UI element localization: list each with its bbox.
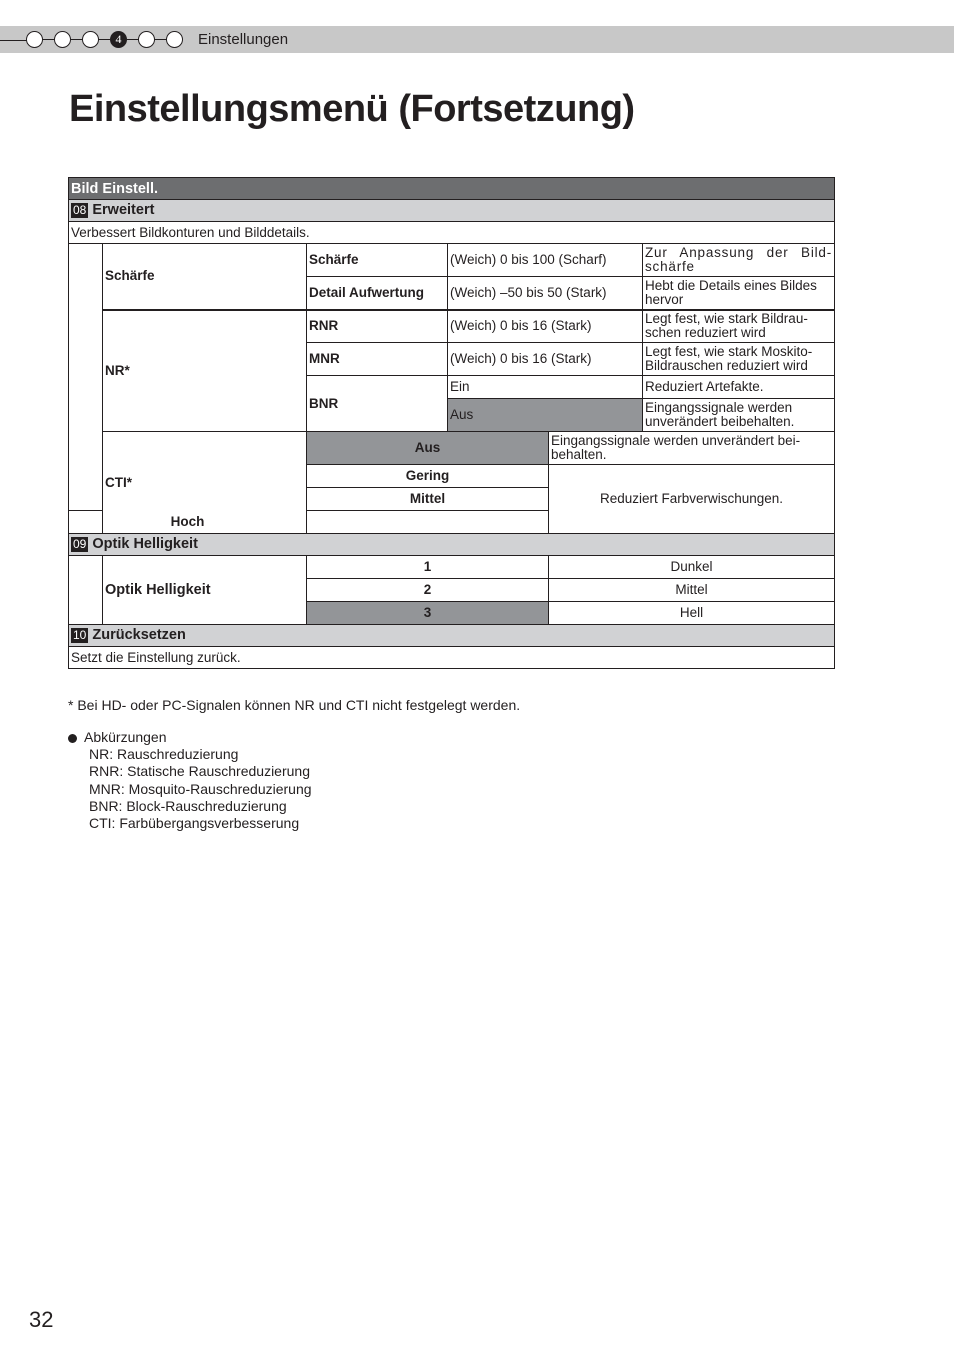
settings-table bbox=[68, 177, 835, 669]
setting-range: (Weich) 0 bis 16 (Stark) bbox=[448, 310, 643, 343]
nr-label: NR* bbox=[103, 310, 307, 432]
setting-name: Schärfe bbox=[307, 244, 448, 277]
abbreviation-item: CTI: Farbübergangsverbesserung bbox=[89, 815, 300, 832]
cti-label: CTI* bbox=[103, 432, 307, 534]
indent-cell bbox=[69, 556, 103, 625]
abbreviation-item: RNR: Statische Rauschreduzierung bbox=[89, 763, 310, 780]
indent-cell bbox=[69, 244, 103, 511]
step-connector bbox=[71, 39, 82, 40]
reset-description: Setzt die Einstellung zurück. bbox=[69, 647, 835, 669]
option-value-default: 3 bbox=[307, 602, 549, 625]
step-circle-active: 4 bbox=[110, 31, 127, 48]
abbreviations-list bbox=[68, 729, 312, 832]
breadcrumb: Einstellungen bbox=[198, 31, 289, 48]
step-connector bbox=[127, 39, 138, 40]
subsection-header-reset bbox=[69, 625, 835, 647]
option-description: Eingangssignale werden unverändert beibehalten. bbox=[643, 399, 835, 432]
page-number: 32 bbox=[29, 1307, 54, 1332]
step-connector bbox=[43, 39, 54, 40]
subsection-header-erweitert bbox=[69, 200, 835, 222]
section-header: Bild Einstell. bbox=[69, 178, 835, 200]
option-description: Dunkel bbox=[549, 556, 835, 579]
option-value: Mittel bbox=[307, 488, 549, 511]
step-circle bbox=[82, 31, 99, 48]
option-description: Eingangssignale werden unverändert bei-behalten. bbox=[549, 432, 835, 465]
option-description: Reduziert Artefakte. bbox=[643, 376, 835, 399]
option-value: Hoch bbox=[69, 511, 307, 534]
setting-name: BNR bbox=[307, 376, 448, 432]
step-connector bbox=[155, 39, 166, 40]
option-description: Mittel bbox=[549, 579, 835, 602]
setting-description: Legt fest, wie stark Bildrau-schen reduziert wird bbox=[643, 310, 835, 343]
step-circle bbox=[54, 31, 71, 48]
option-description: Hell bbox=[549, 602, 835, 625]
footnote: * Bei HD- oder PC-Signalen können NR und CTI nicht festgelegt werden. bbox=[68, 697, 521, 713]
abbreviation-item: NR: Rauschreduzierung bbox=[89, 746, 239, 763]
abbreviation-item: BNR: Block-Rauschreduzierung bbox=[89, 797, 287, 814]
subsection-title: Zurücksetzen bbox=[92, 627, 186, 643]
chapter-steps bbox=[26, 30, 183, 49]
setting-description: Hebt die Details eines Bildes hervor bbox=[643, 277, 835, 310]
setting-range: (Weich) 0 bis 16 (Stark) bbox=[448, 343, 643, 376]
setting-description: Legt fest, wie stark Moskito-Bildrauschen reduziert wird bbox=[643, 343, 835, 376]
option-value-default: Aus bbox=[448, 399, 643, 432]
schaerfe-label: Schärfe bbox=[103, 244, 307, 310]
setting-range: (Weich) 0 bis 100 (Scharf) bbox=[448, 244, 643, 277]
option-description: Reduziert Farbverwischungen. bbox=[549, 465, 835, 534]
option-value: Gering bbox=[307, 465, 549, 488]
step-circle bbox=[166, 31, 183, 48]
abbreviations-title: Abkürzungen bbox=[84, 729, 167, 745]
step-circle bbox=[138, 31, 155, 48]
step-connector bbox=[99, 39, 110, 40]
item-number-badge: 10 bbox=[73, 628, 87, 642]
subsection-header-optik bbox=[69, 534, 835, 556]
option-value: 1 bbox=[307, 556, 549, 579]
erweitert-description: Verbessert Bildkonturen und Bilddetails. bbox=[69, 222, 835, 244]
setting-range: (Weich) –50 bis 50 (Stark) bbox=[448, 277, 643, 310]
setting-name: Detail Aufwertung bbox=[307, 277, 448, 310]
subsection-title: Erweitert bbox=[92, 202, 155, 218]
item-number-badge: 09 bbox=[73, 537, 87, 551]
setting-description: Zur Anpassung der Bild-schärfe bbox=[643, 244, 835, 277]
option-value: Ein bbox=[448, 376, 643, 399]
option-value: 2 bbox=[307, 579, 549, 602]
page-title: Einstellungsmenü (Fortsetzung) bbox=[69, 88, 635, 130]
optik-label: Optik Helligkeit bbox=[103, 556, 307, 625]
subsection-title: Optik Helligkeit bbox=[92, 536, 198, 552]
abbreviation-item: MNR: Mosquito-Rauschreduzierung bbox=[89, 780, 312, 797]
step-circle bbox=[26, 31, 43, 48]
setting-name: MNR bbox=[307, 343, 448, 376]
item-number-badge: 08 bbox=[73, 203, 87, 217]
option-value-default: Aus bbox=[307, 432, 549, 465]
bullet-icon bbox=[68, 734, 77, 743]
setting-name: RNR bbox=[307, 310, 448, 343]
